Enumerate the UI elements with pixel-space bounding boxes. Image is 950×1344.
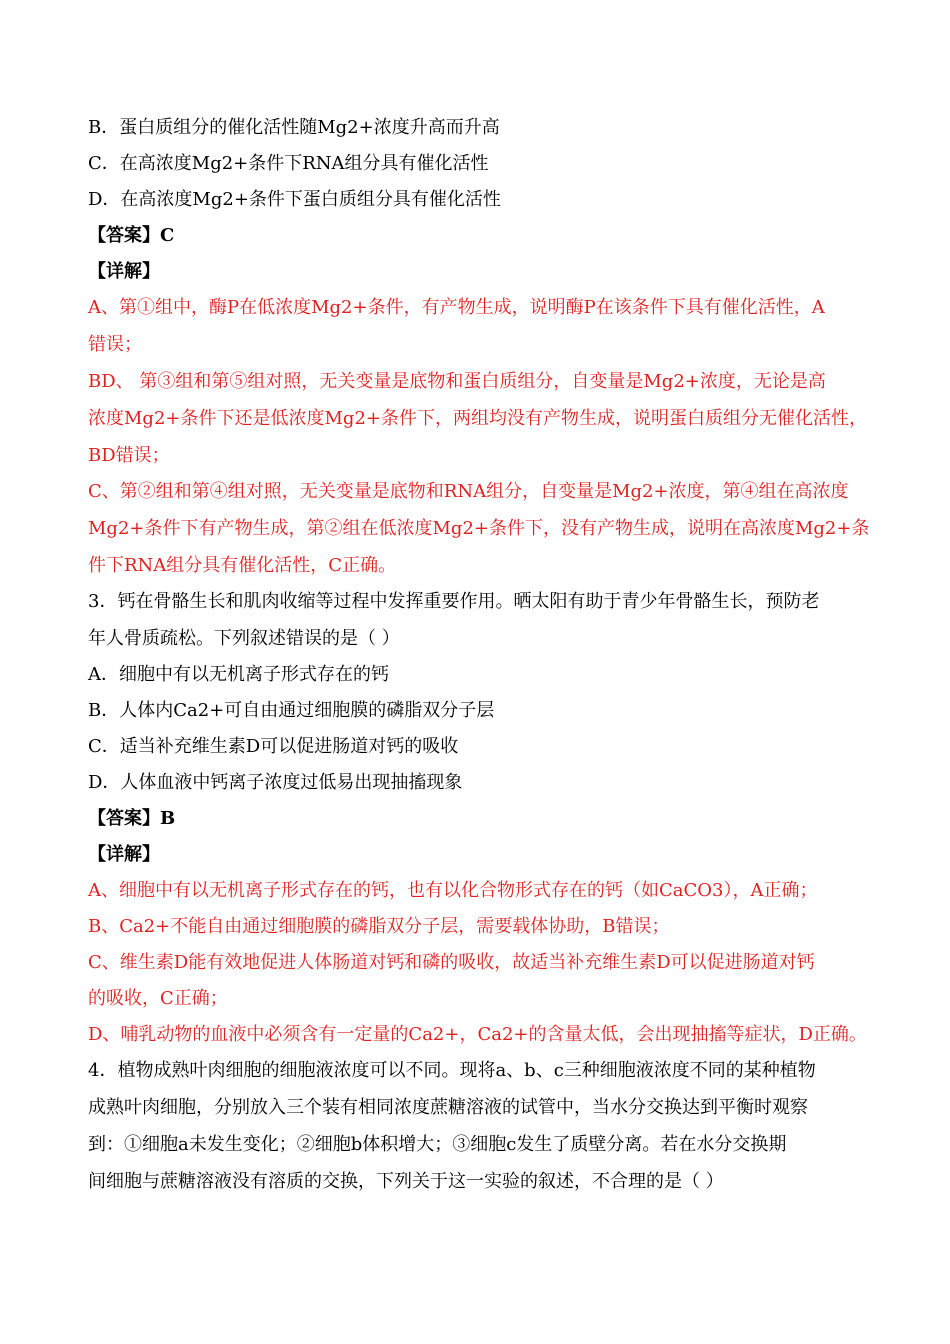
q4-stem-line: 成熟叶肉细胞，分别放入三个装有相同浓度蔗糖溶液的试管中，当水分交换达到平衡时观察 (88, 1097, 808, 1118)
q4-stem-line: 4．植物成熟叶肉细胞的细胞液浓度可以不同。现将a、b、c三种细胞液浓度不同的某种植物 (88, 1060, 816, 1081)
q3-option-d: D．人体血液中钙离子浓度过低易出现抽搐现象 (88, 772, 463, 793)
q2-explanation-line: 错误； (88, 334, 142, 355)
q3-explanation-line: D、哺乳动物的血液中必须含有一定量的Ca2+，Ca2+的含量太低，会出现抽搐等症状，D正确。 (88, 1024, 867, 1045)
q3-option-c: C．适当补充维生素D可以促进肠道对钙的吸收 (88, 736, 459, 757)
q2-explanation-line: Mg2+条件下有产物生成，第②组在低浓度Mg2+条件下，没有产物生成，说明在高浓度Mg2+条 (88, 518, 870, 539)
q2-explanation-line: BD错误； (88, 445, 170, 466)
q3-explanation-line: 的吸收，C正确； (88, 988, 228, 1009)
q3-explanation-line: B、Ca2+不能自由通过细胞膜的磷脂双分子层，需要载体协助，B错误； (88, 916, 670, 937)
q3-stem-line: 年人骨质疏松。下列叙述错误的是（ ） (88, 628, 400, 649)
q3-explanation-line: A、细胞中有以无机离子形式存在的钙，也有以化合物形式存在的钙（如CaCO3），A正确； (88, 880, 818, 901)
q3-option-a: A．细胞中有以无机离子形式存在的钙 (88, 664, 389, 685)
q2-explanation-line: 浓度Mg2+条件下还是低浓度Mg2+条件下，两组均没有产物生成，说明蛋白质组分无催化活性， (88, 408, 867, 429)
q2-option-c: C．在高浓度Mg2+条件下RNA组分具有催化活性 (88, 153, 489, 174)
q2-explain-header: 【详解】 (88, 261, 160, 282)
q2-explanation-line: A、第①组中，酶P在低浓度Mg2+条件，有产物生成，说明酶P在该条件下具有催化活性，A (88, 297, 825, 318)
q4-stem-line: 间细胞与蔗糖溶液没有溶质的交换，下列关于这一实验的叙述，不合理的是（ ） (88, 1171, 724, 1192)
q3-option-b: B．人体内Ca2+可自由通过细胞膜的磷脂双分子层 (88, 700, 495, 721)
q2-answer: 【答案】C (88, 225, 175, 246)
q3-answer: 【答案】B (88, 808, 176, 829)
q2-explanation-line: BD、 第③组和第⑤组对照，无关变量是底物和蛋白质组分，自变量是Mg2+浓度，无论是高 (88, 371, 826, 392)
q4-stem-line: 到：①细胞a未发生变化；②细胞b体积增大；③细胞c发生了质壁分离。若在水分交换期 (88, 1134, 787, 1155)
q2-option-b: B．蛋白质组分的催化活性随Mg2+浓度升高而升高 (88, 117, 500, 138)
q2-explanation-line: 件下RNA组分具有催化活性，C正确。 (88, 555, 397, 576)
q2-option-d: D．在高浓度Mg2+条件下蛋白质组分具有催化活性 (88, 189, 501, 210)
q3-stem-line: 3．钙在骨骼生长和肌肉收缩等过程中发挥重要作用。晒太阳有助于青少年骨骼生长，预防老 (88, 591, 820, 612)
q3-explanation-line: C、维生素D能有效地促进人体肠道对钙和磷的吸收，故适当补充维生素D可以促进肠道对钙 (88, 952, 815, 973)
q2-explanation-line: C、第②组和第④组对照，无关变量是底物和RNA组分，自变量是Mg2+浓度，第④组在高浓度 (88, 481, 849, 502)
q3-explain-header: 【详解】 (88, 844, 160, 865)
